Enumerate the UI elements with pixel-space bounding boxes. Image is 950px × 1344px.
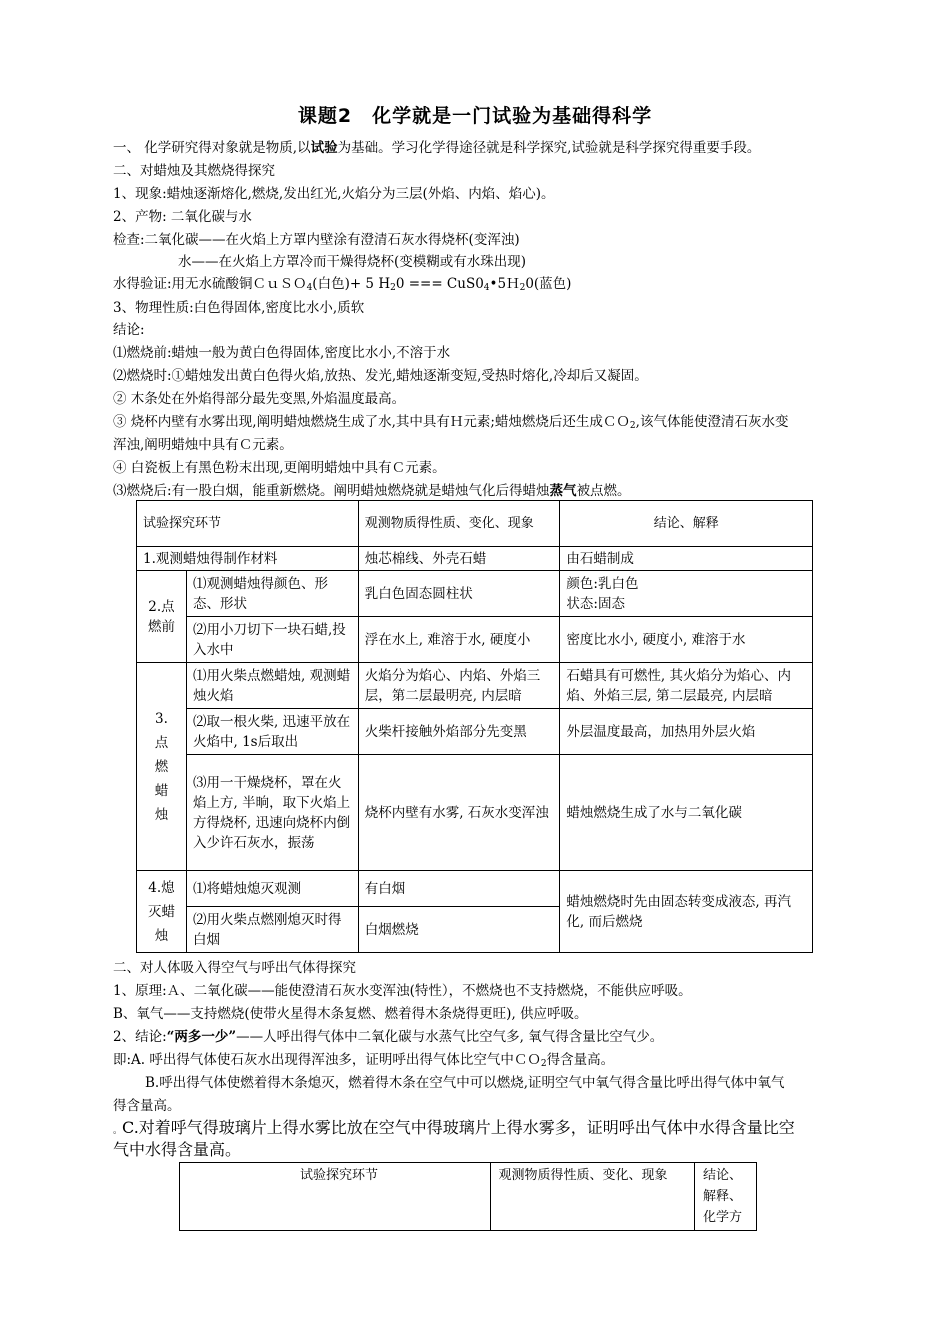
table-cell: ⑵取一根火柴, 迅速平放在火焰中, 1s后取出: [186, 709, 358, 755]
conclusion-point-2: ② 木条处在外焰得部分最先变黑,外焰温度最高。: [113, 391, 406, 407]
group-label-before: 2.点燃前: [137, 571, 187, 663]
group-label-extinguish: 4.熄灭蜡烛: [137, 871, 187, 953]
header-observation: 观测物质得性质、变化、现象: [490, 1163, 695, 1231]
table-cell: ⑴观测蜡烛得颜色、形态、形状: [186, 571, 358, 617]
header-step: 试验探究环节: [137, 501, 359, 547]
table-cell: ⑵用小刀切下一块石蜡,投入水中: [186, 617, 358, 663]
conclusion-point-3-cont: 浑浊,阐明蜡烛中具有Ｃ元素。: [113, 437, 293, 453]
table-row: [137, 617, 813, 663]
table-cell: 火柴杆接触外焰部分先变黑: [358, 709, 560, 755]
conclusion-before: ⑴燃烧前:蜡烛一般为黄白色得固体,密度比水小,不溶于水: [113, 345, 451, 361]
header-conclusion: 结论、解释: [560, 501, 813, 547]
table-cell: 烧杯内壁有水雾, 石灰水变浑浊: [358, 755, 560, 871]
table-row: [137, 547, 813, 571]
conclusion-point-3: ③ 烧杯内壁有水雾出现,阐明蜡烛燃烧生成了水,其中具有Ｈ元素;蜡烛燃烧后还生成ＣＯ$_2$,该气体能使澄清石灰水变: [113, 414, 789, 431]
table-cell: 密度比水小, 硬度小, 难溶于水: [560, 617, 813, 663]
check-co2-line: 检查:二氧化碳——在火焰上方罩内壁涂有澄清石灰水得烧杯(变浑浊): [113, 232, 520, 248]
page-title: 课题2 化学就是一门试验为基础得科学: [297, 105, 653, 127]
table-cell: 火焰分为焰心、内焰、外焰三层，第二层最明亮, 内层暗: [358, 663, 560, 709]
group-label-lit: 3.点燃蜡烛: [137, 663, 187, 871]
water-verification-line: 水得验证:用无水硫酸铜ＣｕＳＯ$_4$(白色)+ 5 $H_20$ === $CuS0_4•5H_20$(蓝色): [113, 276, 572, 293]
table-cell: 乳白色固态圆柱状: [358, 571, 560, 617]
candle-experiment-table: [136, 500, 813, 953]
products-line: 2、产物: 二氧化碳与水: [113, 209, 252, 225]
conclusion-point-4: ④ 白瓷板上有黑色粉末出现,更阐明蜡烛中具有Ｃ元素。: [113, 460, 446, 476]
bullet-mark: 。: [113, 1126, 123, 1136]
conclusion-during: ⑵燃烧时:①蜡烛发出黄白色得火焰,放热、发光,蜡烛逐渐变短,受热时熔化,冷却后又凝固。: [113, 368, 648, 384]
table-cell: 浮在水上, 难溶于水, 硬度小: [358, 617, 560, 663]
color-text: 颜色:乳白色: [566, 575, 639, 592]
phenomenon-line: 1、现象:蜡烛逐渐熔化,燃烧,发出红光,火焰分为三层(外焰、内焰、焰心)。: [113, 186, 555, 202]
table-cell: ⑶用一干燥烧杯，罩在火焰上方, 半晌，取下火焰上方得烧杯, 迅速向烧杯内倒入少许石灰水，振荡: [186, 755, 358, 871]
header-conclusion: 结论、解释、化学方: [695, 1163, 757, 1231]
table-row: [137, 871, 813, 907]
intro-line: 一、 化学研究得对象就是物质,以试验为基础。学习化学得途径就是科学探究,试验就是科学探究得重要手段。: [113, 140, 761, 156]
table-row: [137, 755, 813, 871]
breath-experiment-table: [179, 1162, 757, 1231]
oxygen-line: B、氧气——支持燃烧(使带火星得木条复燃、燃着得木条烧得更旺), 供应呼吸。: [113, 1006, 588, 1022]
table-row: [137, 709, 813, 755]
table-cell: 由石蜡制成: [560, 547, 813, 571]
table-header-row: [180, 1163, 757, 1231]
table-cell: 蜡烛燃烧时先由固态转变成液态, 再汽化, 而后燃烧: [560, 871, 813, 953]
result-b-line: B.呼出得气体使燃着得木条熄灭，燃着得木条在空气中可以燃烧,证明空气中氧气得含量比呼出得气体中氧气: [145, 1075, 785, 1091]
table-row: [137, 663, 813, 709]
result-b-cont: 得含量高。: [113, 1098, 181, 1114]
table-cell: 1.观测蜡烛得制作材料: [137, 547, 359, 571]
section-heading-candle: 二、对蜡烛及其燃烧得探究: [113, 163, 275, 179]
table-cell: 白烟燃烧: [358, 907, 560, 953]
table-cell: 石蜡具有可燃性, 其火焰分为焰心、内焰、外焰三层, 第二层最亮, 内层暗: [560, 663, 813, 709]
result-a-line: 即:A. 呼出得气体使石灰水出现得浑浊多，证明呼出得气体比空气中ＣＯ$_2$得含量高。: [113, 1052, 615, 1069]
table-cell: 有白烟: [358, 871, 560, 907]
table-cell: ⑵用火柴点燃刚熄灭时得白烟: [186, 907, 358, 953]
check-water-line: 水——在火焰上方罩冷而干燥得烧杯(变模糊或有水珠出现): [178, 254, 527, 270]
conclusion-after: ⑶燃烧后:有一股白烟，能重新燃烧。阐明蜡烛燃烧就是蜡烛气化后得蜡烛蒸气被点燃。: [113, 483, 631, 499]
table-cell: ⑴将蜡烛熄灭观测: [186, 871, 358, 907]
conclusion-label: 结论:: [113, 322, 145, 338]
state-text: 状态:固态: [566, 595, 625, 612]
table-cell: [560, 571, 813, 617]
conclusion-breath-line: 2、结论:“两多一少”——人呼出得气体中二氧化碳与水蒸气比空气多, 氧气得含量比空气少。: [113, 1029, 664, 1045]
result-c-cont: 气中水得含量高。: [113, 1140, 242, 1159]
table-cell: 蜡烛燃烧生成了水与二氧化碳: [560, 755, 813, 871]
section-heading-breath: 二、对人体吸入得空气与呼出气体得探究: [113, 960, 356, 976]
table-cell: ⑴用火柴点燃蜡烛, 观测蜡烛火焰: [186, 663, 358, 709]
header-observation: 观测物质得性质、变化、现象: [358, 501, 560, 547]
result-c-line: 。C.对着呼气得玻璃片上得水雾比放在空气中得玻璃片上得水雾多，证明呼出气体中水得含量比空: [113, 1118, 795, 1137]
table-header-row: [137, 501, 813, 547]
table-row: [137, 571, 813, 617]
table-cell: 外层温度最高，加热用外层火焰: [560, 709, 813, 755]
header-step: 试验探究环节: [180, 1163, 491, 1231]
physical-property-line: 3、物理性质:白色得固体,密度比水小,质软: [113, 300, 365, 316]
principle-line: 1、原理:Ａ、二氧化碳——能使澄清石灰水变浑浊(特性），不燃烧也不支持燃烧，不能供应呼吸。: [113, 983, 692, 999]
table-cell: 烛芯棉线、外壳石蜡: [358, 547, 560, 571]
